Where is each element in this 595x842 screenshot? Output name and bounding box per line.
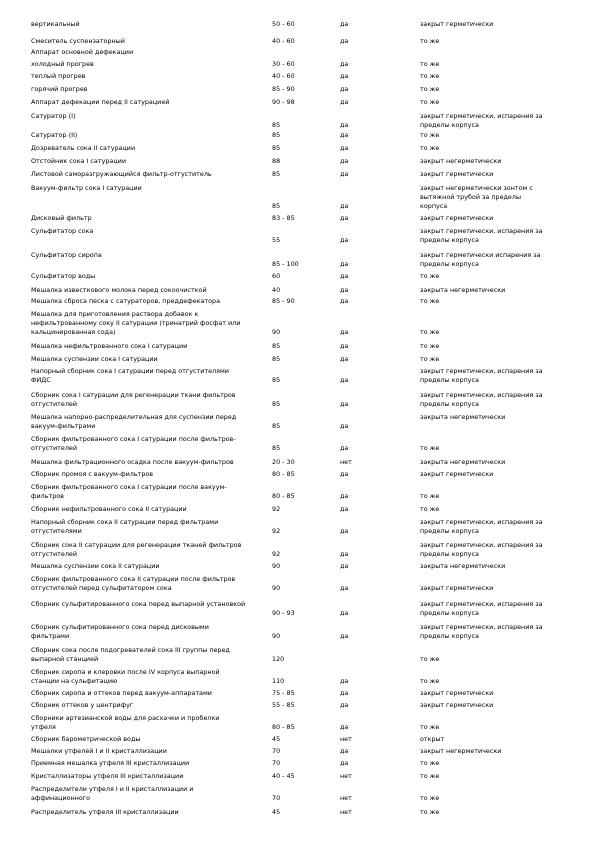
row-note: закрыт герметически — [420, 214, 494, 222]
table-row — [0, 310, 595, 338]
row-temperature: 70 — [272, 747, 281, 755]
row-note: закрыт негерметически — [420, 747, 502, 755]
row-temperature: 85 — [272, 400, 281, 409]
row-temperature: 85 — [272, 144, 281, 152]
row-flag: да — [340, 272, 349, 280]
table-row — [0, 646, 595, 664]
row-note: закрыт герметически, испарения за пределы корпуса — [420, 227, 543, 245]
table-row — [0, 575, 595, 593]
row-name: Листовой саморазгружающийся фильтр-отгуститель — [31, 170, 212, 178]
row-name: Смеситель суспензаторный — [31, 37, 125, 45]
row-note: закрыт герметически, испарения за пределы корпуса — [420, 541, 543, 559]
table-row — [0, 157, 595, 167]
row-temperature: 85 — [272, 170, 281, 178]
row-flag: да — [340, 723, 349, 732]
row-note: закрыт герметически, испарения за пределы корпуса — [420, 391, 543, 409]
row-temperature: 20 - 30 — [272, 458, 295, 466]
row-flag: нет — [340, 808, 352, 816]
row-name: Сборник фильтрованного сока I сатурации после вакуум- фильтров — [31, 483, 227, 501]
row-name: Сборник сиропа и клеровки после IV корпуса выпарной станции на сульфитацию — [31, 668, 220, 686]
table-row — [0, 413, 595, 431]
row-flag: да — [340, 747, 349, 755]
row-note: закрыт герметически — [420, 701, 494, 709]
table-row — [0, 689, 595, 699]
row-name: Сульфитатор сока — [31, 227, 94, 235]
row-flag: да — [340, 214, 349, 222]
row-flag: да — [340, 131, 349, 139]
row-temperature: 80 - 85 — [272, 470, 295, 478]
table-row — [0, 60, 595, 70]
row-temperature: 85 — [272, 355, 281, 363]
table-row — [0, 668, 595, 686]
table-row — [0, 214, 595, 224]
row-name: Мешалка фильтрационного осадка после вакуум-фильтров — [31, 458, 234, 466]
table-row — [0, 227, 595, 245]
row-note: закрыт герметически — [420, 470, 494, 478]
row-temperature: 85 — [272, 131, 281, 139]
row-flag: да — [340, 550, 349, 559]
row-flag: да — [340, 144, 349, 152]
row-flag: да — [340, 584, 349, 593]
table-row — [0, 747, 595, 757]
row-note: то же — [420, 144, 440, 152]
table-row — [0, 72, 595, 82]
table-row — [0, 184, 595, 212]
table-row — [0, 48, 595, 58]
row-temperature: 40 — [272, 286, 281, 294]
row-note: закрыт герметически, испарения за пределы корпуса — [420, 367, 543, 385]
table-row — [0, 518, 595, 536]
row-temperature: 85 — [272, 121, 281, 130]
table-row — [0, 272, 595, 282]
row-temperature: 50 - 60 — [272, 20, 295, 28]
row-flag: да — [340, 632, 349, 641]
table-row — [0, 808, 595, 818]
table-row — [0, 483, 595, 501]
table-row — [0, 286, 595, 296]
row-temperature: 85 - 90 — [272, 297, 295, 305]
row-flag: да — [340, 609, 349, 618]
table-row — [0, 541, 595, 559]
row-name: Мешалка нефильтрованного сока I сатурации — [31, 342, 188, 350]
row-temperature: 75 - 85 — [272, 689, 295, 697]
row-flag: да — [340, 759, 349, 767]
row-temperature: 90 — [272, 328, 281, 337]
table-row — [0, 342, 595, 352]
row-note: то же — [420, 808, 440, 816]
row-temperature: 70 — [272, 759, 281, 767]
row-temperature: 85 - 90 — [272, 85, 295, 93]
row-note: закрыта негерметически — [420, 286, 506, 294]
row-note: то же — [420, 355, 440, 363]
row-name: Отстойник сока I сатурации — [31, 157, 126, 165]
row-flag: да — [340, 85, 349, 93]
row-temperature: 40 - 45 — [272, 772, 295, 780]
row-flag: да — [340, 470, 349, 478]
row-name: горячий прогрев — [31, 85, 88, 93]
table-row — [0, 131, 595, 141]
row-flag: да — [340, 157, 349, 165]
row-temperature: 90 — [272, 632, 281, 641]
row-flag: да — [340, 170, 349, 178]
row-flag: да — [340, 677, 349, 686]
row-note: то же — [420, 98, 440, 106]
row-temperature: 30 - 60 — [272, 60, 295, 68]
row-name: Дисковый фильтр — [31, 214, 92, 222]
row-name: Мешалка известкового молока перед сокоочисткой — [31, 286, 207, 294]
table-row — [0, 251, 595, 269]
row-name: Мешалки утфелей I и II кристаллизации — [31, 747, 167, 755]
row-note: то же — [420, 85, 440, 93]
row-note: закрыт герметически — [420, 689, 494, 697]
row-name: Сборник фильтрованного сока II сатурации после фильтров отгустителей перед сульфитатором сока — [31, 575, 236, 593]
row-flag: да — [340, 505, 349, 513]
row-flag: нет — [340, 794, 352, 803]
row-note: то же — [420, 677, 440, 686]
row-flag: да — [340, 72, 349, 80]
row-note: то же — [420, 297, 440, 305]
row-name: Распределители утфеля I и II кристаллизации и аффинационного — [31, 785, 194, 803]
row-name: Мешалка суспензии сока I сатурации — [31, 355, 158, 363]
row-note: то же — [420, 759, 440, 767]
row-note: то же — [420, 794, 440, 803]
row-temperature: 88 — [272, 157, 281, 165]
row-name: Мешалка для приготовления раствора добавок к нефильтрованному соку II сатурации (тринатрий фосфат или кальцинированная сода) — [31, 310, 241, 337]
row-note: то же — [420, 328, 440, 337]
row-temperature: 85 — [272, 342, 281, 350]
row-name: Сборник оттеков у центрифуг — [31, 701, 134, 709]
row-temperature: 60 — [272, 272, 281, 280]
row-name: Сборник нефильтрованного сока II сатурации — [31, 505, 187, 513]
row-note: то же — [420, 60, 440, 68]
row-note: закрыт негерметически зонтом с вытяжной трубой за пределы корпуса — [420, 184, 533, 211]
row-name: Аппарат основной дефекации — [31, 48, 134, 56]
table-row — [0, 170, 595, 180]
row-note: закрыт герметически, испарения за пределы корпуса — [420, 600, 543, 618]
table-row — [0, 435, 595, 453]
row-flag: нет — [340, 735, 352, 743]
row-note: закрыт герметически, испарения за пределы корпуса — [420, 112, 543, 130]
row-name: Сборник сока после подогревателей сока III группы перед выпарной станцией — [31, 646, 230, 664]
row-note: закрыт герметически испарения за пределы корпуса — [420, 251, 541, 269]
row-name: Сборник сульфитированного сока перед выпарной установкой — [31, 600, 246, 608]
row-name: Напорный сборник сока II сатурации перед фильтрами отгустителями — [31, 518, 219, 536]
table-row — [0, 20, 595, 30]
row-temperature: 85 — [272, 444, 281, 453]
row-note: то же — [420, 37, 440, 45]
row-name: вертикальный — [31, 20, 80, 28]
table-row — [0, 623, 595, 641]
row-note: закрыта негерметически — [420, 413, 506, 421]
row-flag: да — [340, 562, 349, 570]
row-temperature: 90 — [272, 562, 281, 570]
row-flag: да — [340, 701, 349, 709]
row-name: Мешалка сброса песка с сатураторов, преддефекатора — [31, 297, 221, 305]
row-name: Аппарат дефекации перед II сатурацией — [31, 98, 170, 106]
row-name: Напорный сборник сока I сатурации перед отгустителями ФИДС — [31, 367, 229, 385]
row-temperature: 90 - 98 — [272, 98, 295, 106]
table-row — [0, 144, 595, 154]
table-row — [0, 701, 595, 711]
row-flag: нет — [340, 772, 352, 780]
table-row — [0, 458, 595, 468]
row-temperature: 92 — [272, 505, 281, 513]
table-row — [0, 367, 595, 385]
row-temperature: 92 — [272, 527, 281, 536]
row-flag: да — [340, 492, 349, 501]
row-temperature: 85 — [272, 202, 281, 211]
row-note: закрыта негерметически — [420, 562, 506, 570]
row-flag: да — [340, 202, 349, 211]
row-temperature: 55 - 85 — [272, 701, 295, 709]
row-note: то же — [420, 723, 440, 732]
row-flag: да — [340, 689, 349, 697]
row-name: Сборник фильтрованного сока I сатурации после фильтров- отгустителей — [31, 435, 236, 453]
row-note: закрыт герметически — [420, 20, 494, 28]
table-row — [0, 355, 595, 365]
row-flag: да — [340, 236, 349, 245]
row-name: теплый прогрев — [31, 72, 86, 80]
row-note: то же — [420, 444, 440, 453]
table-row — [0, 297, 595, 307]
row-name: Сборник барометрической воды — [31, 735, 141, 743]
row-name: Сатуратор (II) — [31, 131, 78, 139]
row-name: Приемная мешалка утфеля III кристаллизации — [31, 759, 190, 767]
row-flag: да — [340, 297, 349, 305]
row-flag: да — [340, 98, 349, 106]
row-note: закрыта негерметически — [420, 458, 506, 466]
row-temperature: 55 — [272, 236, 281, 245]
table-row — [0, 562, 595, 572]
row-name: Сатуратор (I) — [31, 112, 76, 120]
table-row — [0, 391, 595, 409]
row-flag: да — [340, 444, 349, 453]
row-note: открыт — [420, 735, 445, 743]
table-row — [0, 772, 595, 782]
row-temperature: 85 — [272, 422, 281, 431]
row-flag: да — [340, 527, 349, 536]
row-name: Мешалка суспензии сока II сатурации — [31, 562, 160, 570]
row-temperature: 83 - 85 — [272, 214, 295, 222]
row-temperature: 40 - 60 — [272, 72, 295, 80]
row-temperature: 85 — [272, 376, 281, 385]
row-flag: да — [340, 37, 349, 45]
row-name: Сульфитатор воды — [31, 272, 96, 280]
table-row — [0, 470, 595, 480]
row-temperature: 80 - 85 — [272, 492, 295, 501]
row-name: Сульфитатор сиропа — [31, 251, 102, 259]
row-flag: да — [340, 20, 349, 28]
row-name: Сборники артезианской воды для расхачки и пробелки утфеля — [31, 714, 220, 732]
row-note: то же — [420, 655, 440, 664]
row-note: то же — [420, 72, 440, 80]
row-name: Мешалка напорно-распределительная для суспензии перед вакуум-фильтрами — [31, 413, 237, 431]
row-temperature: 80 - 85 — [272, 723, 295, 732]
row-note: закрыт негерметически — [420, 157, 502, 165]
row-flag: да — [340, 121, 349, 130]
row-name: Дозреватель сока II сатурации — [31, 144, 136, 152]
row-temperature: 90 - 93 — [272, 609, 295, 618]
row-flag: да — [340, 328, 349, 337]
row-note: закрыт герметически, испарения за пределы корпуса — [420, 518, 543, 536]
row-note: то же — [420, 492, 440, 501]
row-flag: да — [340, 286, 349, 294]
row-note: закрыт герметически — [420, 584, 494, 593]
row-temperature: 40 - 60 — [272, 37, 295, 45]
table-row — [0, 714, 595, 732]
row-temperature: 110 — [272, 677, 285, 686]
row-note: закрыт герметически — [420, 170, 494, 178]
row-name: Сборник сульфитированного сока перед дисковыми фильтрами — [31, 623, 209, 641]
row-flag: да — [340, 260, 349, 269]
row-name: холодный прогрев — [31, 60, 94, 68]
row-note: то же — [420, 772, 440, 780]
table-row — [0, 505, 595, 515]
table-row — [0, 735, 595, 745]
row-note: то же — [420, 272, 440, 280]
row-note: то же — [420, 131, 440, 139]
row-flag: да — [340, 355, 349, 363]
table-row — [0, 37, 595, 47]
row-flag: да — [340, 376, 349, 385]
row-flag: да — [340, 422, 349, 431]
row-temperature: 120 — [272, 655, 285, 664]
row-note: то же — [420, 342, 440, 350]
row-name: Сборник сиропа и оттеков перед вакуум-аппаратами — [31, 689, 212, 697]
row-temperature: 45 — [272, 735, 281, 743]
row-temperature: 85 - 100 — [272, 260, 299, 269]
row-note: закрыт герметически, испарения за пределы корпуса — [420, 623, 543, 641]
table-row — [0, 112, 595, 130]
table-row — [0, 759, 595, 769]
row-name: Вакуум-фильтр сока I сатурации — [31, 184, 142, 192]
row-name: Распределитель утфеля III кристаллизации — [31, 808, 179, 816]
row-temperature: 90 — [272, 584, 281, 593]
row-temperature: 45 — [272, 808, 281, 816]
row-temperature: 70 — [272, 794, 281, 803]
row-name: Кристаллизаторы утфеля III кристаллизации — [31, 772, 184, 780]
table-row — [0, 98, 595, 108]
row-flag: да — [340, 400, 349, 409]
row-flag: да — [340, 342, 349, 350]
row-name: Сборник сока II сатурации для регенерации тканей фильтров отгустителей — [31, 541, 242, 559]
row-note: то же — [420, 505, 440, 513]
table-row — [0, 600, 595, 618]
table-row — [0, 85, 595, 95]
row-name: Сборник сока I сатурации для регенерации ткани фильтров отгустителей — [31, 391, 236, 409]
row-name: Сборник промоя с вакуум-фильтров — [31, 470, 154, 478]
row-flag: да — [340, 60, 349, 68]
row-flag: нет — [340, 458, 352, 466]
row-temperature: 92 — [272, 550, 281, 559]
table-row — [0, 785, 595, 803]
